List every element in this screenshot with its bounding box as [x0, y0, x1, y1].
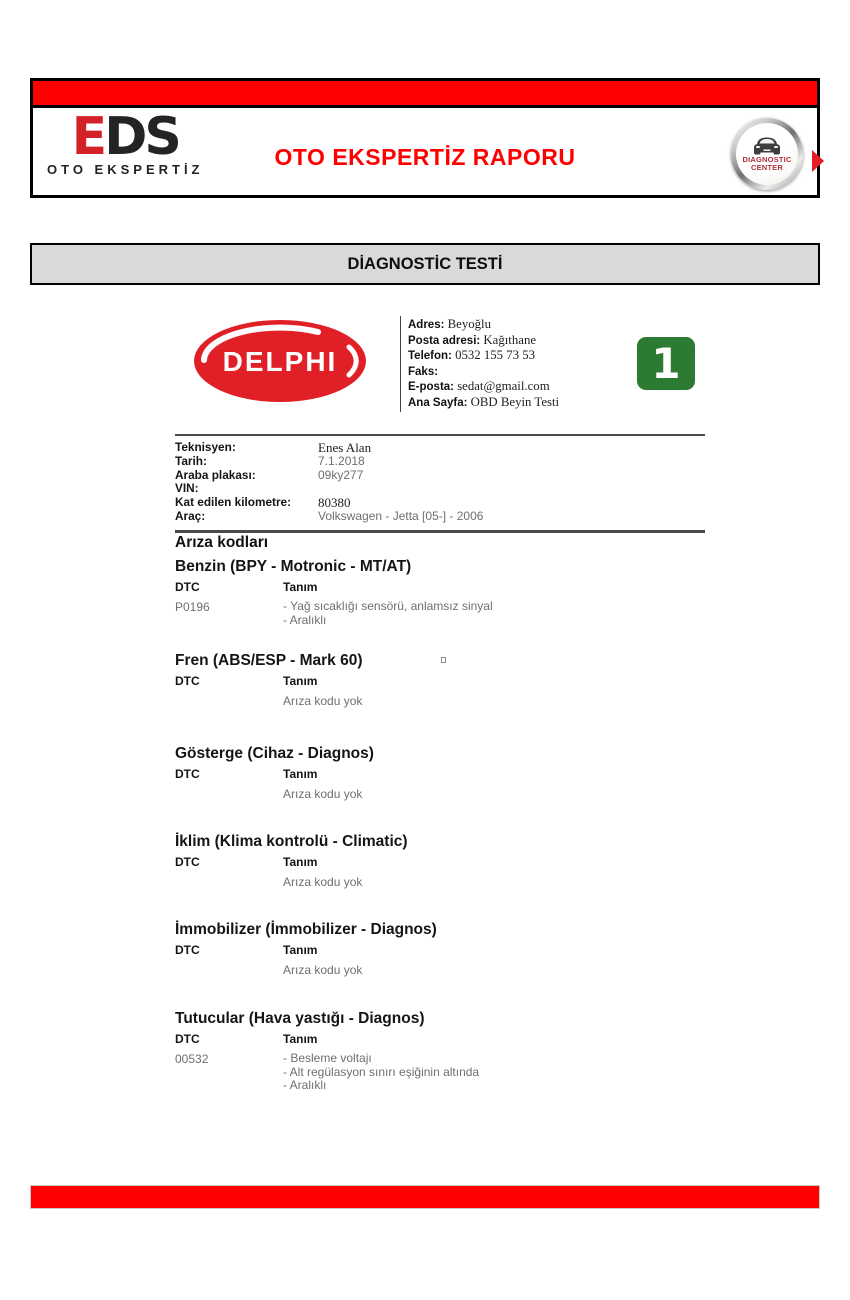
fault-entry — [175, 1052, 715, 1093]
section-heading: İmmobilizer (İmmobilizer - Diagnos) — [175, 921, 437, 938]
section-heading: Fren (ABS/ESP - Mark 60) — [175, 652, 363, 669]
no-fault-text: Arıza kodu yok — [283, 694, 363, 708]
row-label: Araç: — [175, 508, 206, 523]
dtc-column-header: DTC — [175, 580, 200, 594]
vertical-divider — [400, 316, 401, 412]
report-title: OTO EKSPERTİZ RAPORU — [274, 144, 576, 170]
contact-line — [408, 395, 658, 411]
contact-label: Telefon: — [408, 350, 452, 363]
dtc-column-header: DTC — [175, 943, 200, 957]
fault-section — [175, 652, 715, 708]
dtc-column-header: DTC — [175, 855, 200, 869]
contact-value: sedat@gmail.com — [454, 379, 550, 394]
dtc-code — [175, 694, 283, 708]
row-label: Tarih: — [175, 453, 207, 468]
table-row — [175, 482, 705, 496]
desc-column-header: Tanım — [283, 767, 318, 781]
dtc-description-line: - Besleme voltajı — [283, 1051, 372, 1065]
section-heading: Gösterge (Cihaz - Diagnos) — [175, 745, 374, 762]
delphi-logo-text: DELPHI — [222, 346, 338, 377]
diagnostic-center-badge — [731, 118, 803, 190]
contact-value: Kağıthane — [480, 332, 537, 347]
column-headers — [175, 943, 715, 957]
eds-letter-d: D — [104, 107, 145, 167]
column-headers — [175, 1032, 715, 1046]
dtc-column-header: DTC — [175, 767, 200, 781]
fault-section — [175, 558, 715, 627]
desc-column-header: Tanım — [283, 943, 318, 957]
column-headers — [175, 855, 715, 869]
section-heading: İklim (Klima kontrolü - Climatic) — [175, 833, 408, 850]
dtc-code — [175, 963, 283, 977]
table-row — [175, 441, 705, 455]
report-header — [30, 78, 820, 198]
contact-line — [408, 333, 658, 349]
row-label: Kat edilen kilometre: — [175, 495, 292, 510]
dtc-description — [283, 1052, 479, 1093]
dtc-description-line: - Aralıklı — [283, 612, 327, 627]
contact-label: Ana Sayfa: — [408, 396, 468, 409]
section-heading: Tutucular (Hava yastığı - Diagnos) — [175, 1010, 425, 1027]
contact-label: E-posta: — [408, 381, 454, 394]
car-icon — [751, 136, 783, 156]
banner-title: DİAGNOSTİC TESTİ — [347, 254, 503, 273]
contact-value: OBD Beyin Testi — [467, 394, 560, 409]
no-fault-text: Arıza kodu yok — [283, 875, 363, 889]
row-label: Teknisyen: — [175, 440, 236, 454]
dtc-code — [175, 875, 283, 889]
eds-logo-subtitle: OTO EKSPERTİZ — [47, 162, 204, 177]
dtc-code: P0196 — [175, 600, 210, 614]
row-value: 7.1.2018 — [318, 453, 365, 468]
fault-entry — [175, 600, 715, 627]
contact-line — [408, 317, 658, 333]
fault-section — [175, 1010, 715, 1093]
contact-label: Adres: — [408, 319, 445, 331]
dtc-column-header: DTC — [175, 674, 200, 688]
dtc-description — [283, 600, 493, 627]
section-heading: Benzin (BPY - Motronic - MT/AT) — [175, 558, 412, 575]
red-arrow-icon — [812, 150, 824, 172]
dtc-description-line: - Yağ sıcaklığı sensörü, anlamsız sinyal — [283, 599, 493, 613]
diagnostic-center-badge-face — [736, 123, 798, 185]
badge-line1: DIAGNOSTIC — [742, 154, 792, 164]
contact-label: Posta adresi: — [408, 334, 481, 347]
footer-red-bar — [30, 1185, 820, 1209]
badge-line2: CENTER — [750, 163, 784, 172]
no-fault-text: Arıza kodu yok — [283, 787, 363, 801]
table-row — [175, 510, 705, 524]
provider-contact-block — [408, 317, 658, 411]
column-headers — [175, 674, 715, 688]
fault-section — [175, 745, 715, 801]
column-headers — [175, 580, 715, 594]
fault-entry — [175, 694, 715, 708]
fault-section — [175, 833, 715, 889]
row-value: 80380 — [318, 495, 351, 511]
contact-label: Faks: — [408, 365, 439, 378]
fault-entry — [175, 787, 715, 801]
desc-column-header: Tanım — [283, 580, 318, 594]
desc-column-header: Tanım — [283, 1032, 318, 1046]
row-label: Araba plakası: — [175, 467, 256, 482]
no-fault-text: Arıza kodu yok — [283, 963, 363, 977]
header-content — [33, 108, 817, 198]
eds-letter-e: E — [71, 107, 105, 167]
rank-badge: 1 — [637, 337, 695, 390]
diagnostic-test-banner — [30, 243, 820, 285]
table-row — [175, 469, 705, 483]
row-label: VIN: — [175, 481, 199, 496]
dtc-column-header: DTC — [175, 1032, 200, 1046]
contact-line — [408, 379, 658, 395]
header-red-bar — [33, 81, 817, 108]
row-value: 09ky277 — [318, 467, 364, 482]
eds-letter-s: S — [144, 107, 179, 167]
dtc-code — [175, 787, 283, 801]
fault-codes-title: Arıza kodları — [175, 534, 269, 551]
dtc-code: 00532 — [175, 1052, 209, 1066]
table-row — [175, 455, 705, 469]
fault-entry — [175, 875, 715, 889]
square-marker-icon — [441, 657, 446, 663]
fault-entry — [175, 963, 715, 977]
contact-line — [408, 364, 658, 380]
column-headers — [175, 767, 715, 781]
contact-value: Beyoğlu — [444, 317, 492, 331]
contact-value: 0532 155 73 53 — [451, 348, 536, 363]
delphi-logo — [192, 318, 368, 404]
dtc-description-line: - Aralıklı — [283, 1078, 327, 1092]
row-value: Volkswagen - Jetta [05-] - 2006 — [318, 508, 484, 523]
vehicle-info-table — [175, 434, 705, 533]
contact-line — [408, 348, 658, 364]
table-row — [175, 496, 705, 510]
desc-column-header: Tanım — [283, 674, 318, 688]
row-value: Enes Alan — [318, 440, 372, 455]
desc-column-header: Tanım — [283, 855, 318, 869]
fault-section — [175, 921, 715, 977]
dtc-description-line: - Alt regülasyon sınırı eşiğinin altında — [283, 1064, 480, 1079]
